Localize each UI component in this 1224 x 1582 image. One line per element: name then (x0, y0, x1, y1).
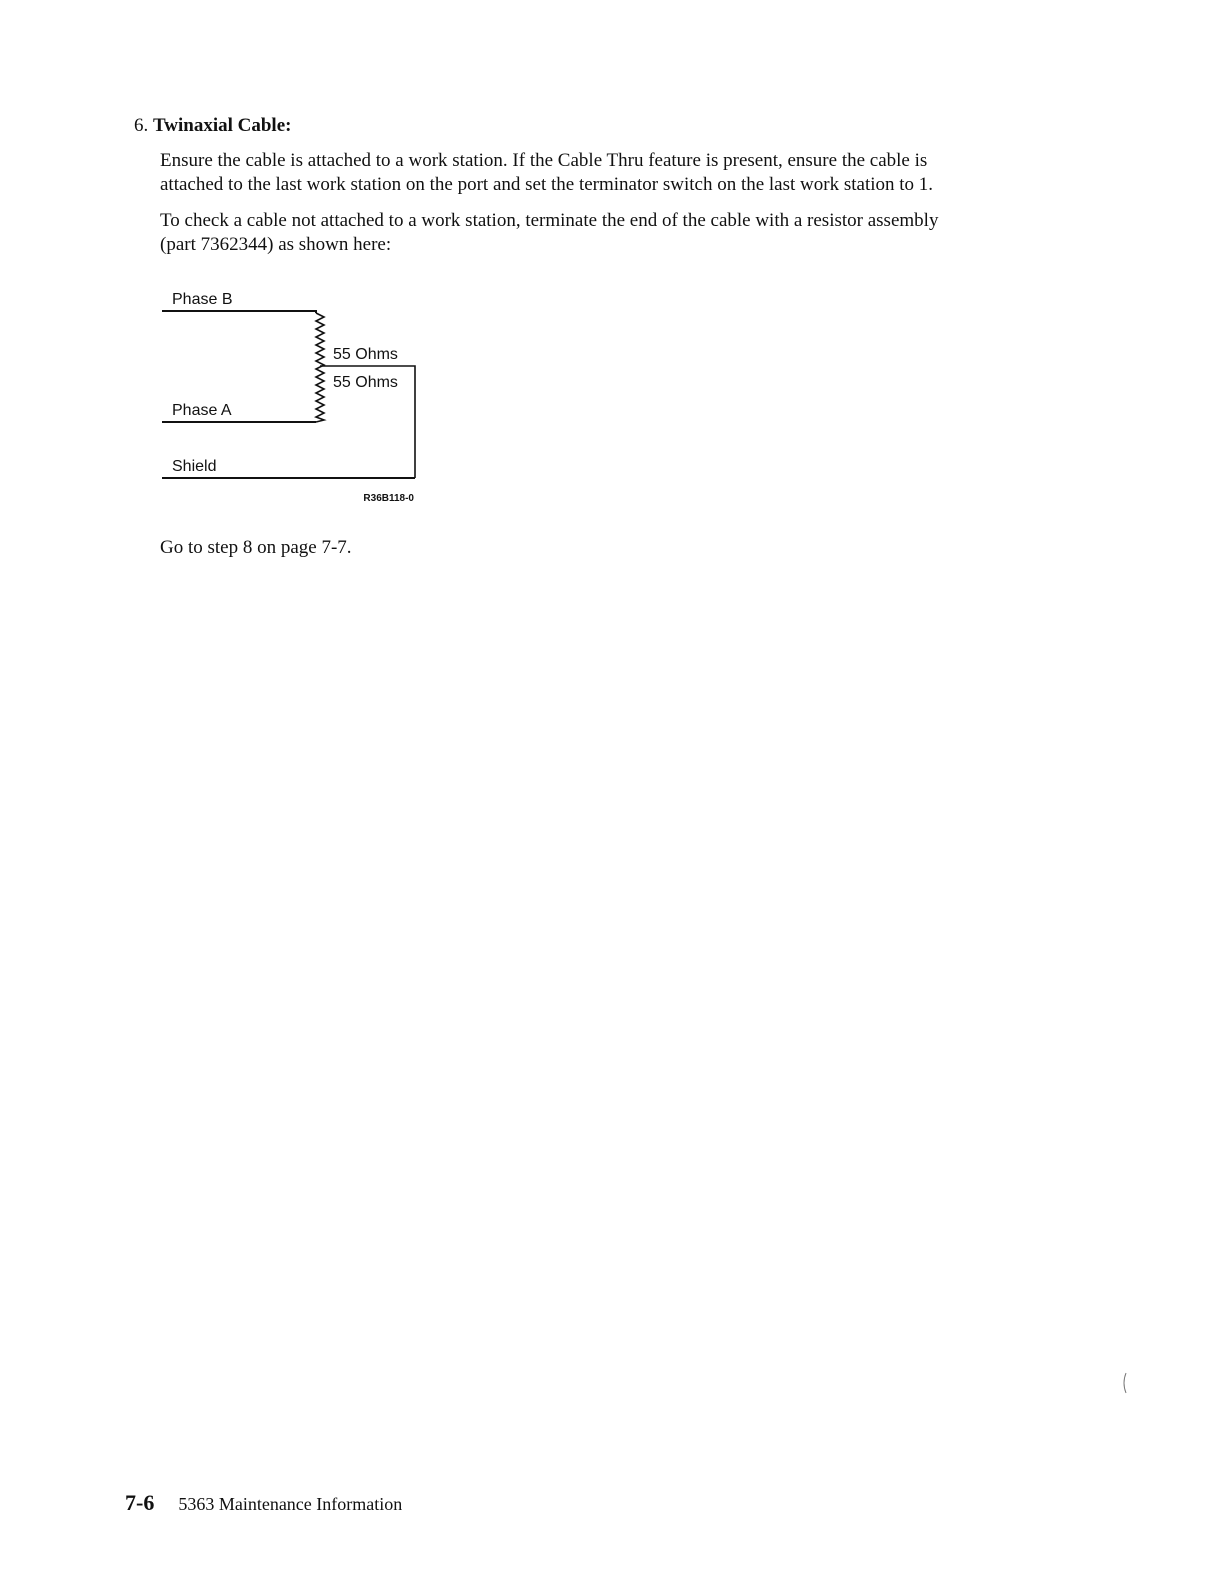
step-title: Twinaxial Cable: (153, 115, 292, 136)
goto-text: Go to step 8 on page 7-7. (160, 537, 352, 558)
resistor-zigzag (316, 313, 324, 422)
step-heading (134, 114, 291, 138)
page-footer (125, 1490, 402, 1516)
paragraph-line: Ensure the cable is attached to a work station. If the Cable Thru feature is present, ensure the cable is (160, 150, 928, 171)
edge-mark (1121, 1372, 1127, 1394)
phase-b-wire (162, 311, 316, 313)
label-phase-b: Phase B (172, 291, 233, 308)
paragraph-line: attached to the last work station on the port and set the terminator switch on the last work station to 1. (160, 174, 934, 195)
instruction-paragraph-1 (160, 149, 1060, 197)
label-shield: Shield (172, 458, 217, 475)
footer-page-number: 7-6 (125, 1490, 155, 1515)
figure-id: R36B118-0 (363, 493, 414, 504)
footer-document-title: 5363 Maintenance Information (178, 1494, 403, 1514)
instruction-paragraph-2 (160, 209, 1060, 257)
resistor-assembly-diagram (150, 280, 440, 520)
goto-instruction (160, 536, 1060, 560)
step-number: 6. (134, 115, 149, 136)
paragraph-line: To check a cable not attached to a work station, terminate the end of the cable with a resistor assembly (160, 210, 939, 231)
label-phase-a: Phase A (172, 402, 232, 419)
label-resistor-top: 55 Ohms (333, 346, 398, 363)
label-resistor-bottom: 55 Ohms (333, 374, 398, 391)
paragraph-line: (part 7362344) as shown here: (160, 234, 392, 255)
